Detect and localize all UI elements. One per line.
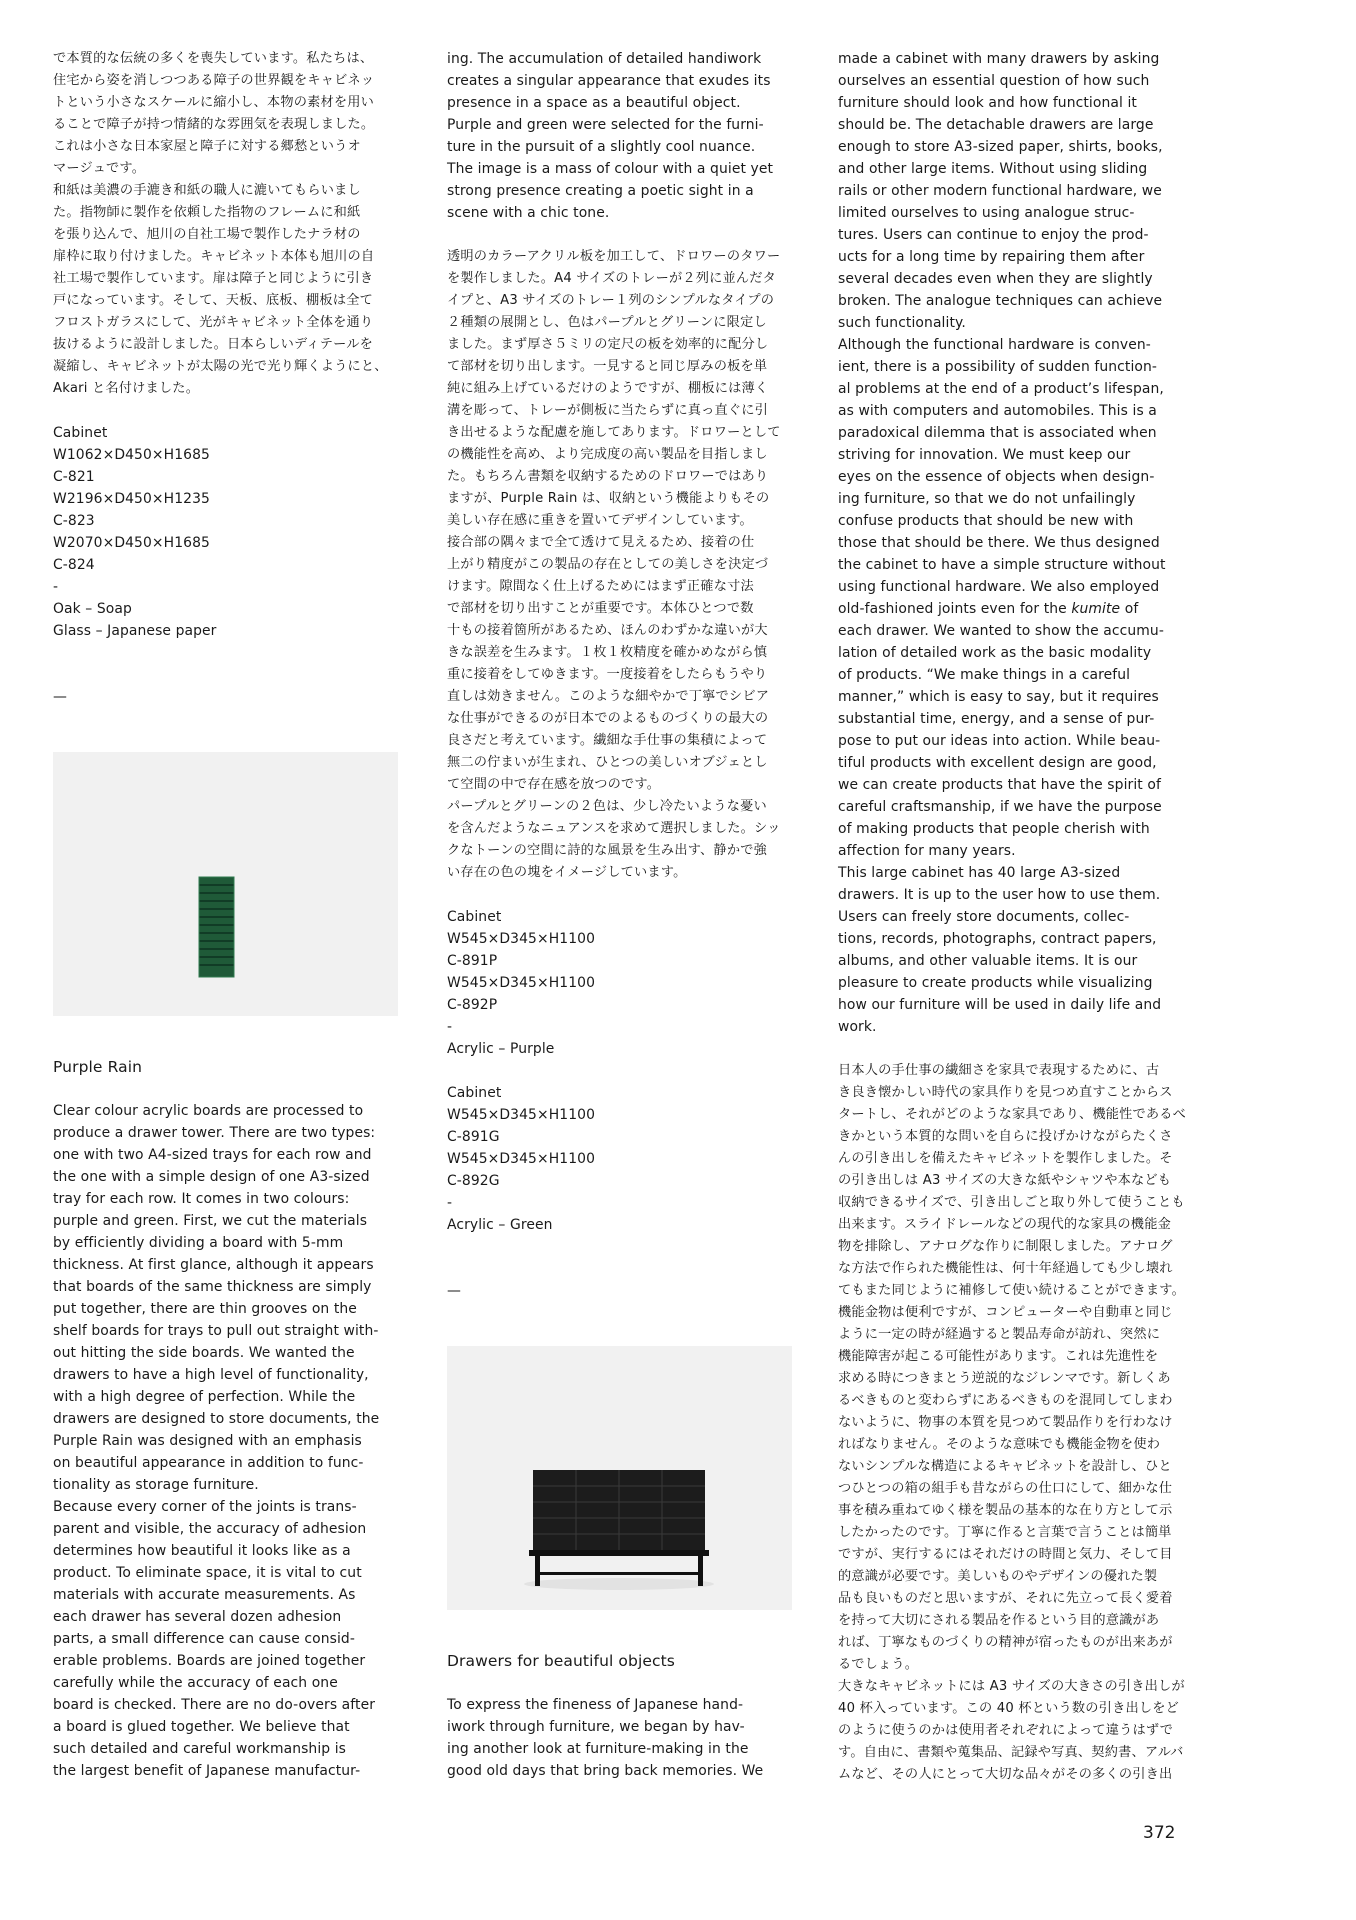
text-line: board is checked. There are no do-overs after [53, 1697, 376, 1713]
text-line: つひとつの箱の組手も昔ながらの仕口にして、細かな仕 [838, 1481, 1173, 1496]
text-line: Purple and green were selected for the furni- [447, 117, 764, 133]
text-line: parent and visible, the accuracy of adhesion [53, 1521, 367, 1537]
text-line: 40 杯入っています。この 40 杯という数の引き出しをど [838, 1701, 1180, 1716]
text-line: strong presence creating a poetic sight in a [447, 183, 754, 199]
text-line: て部材を切り出します。一見すると同じ厚みの板を単 [447, 359, 768, 374]
spec-line: Cabinet [53, 425, 108, 441]
text-line: carefully while the accuracy of each one [53, 1675, 338, 1691]
text-line: Akari と名付けました。 [53, 381, 200, 396]
spec-line: - [447, 1019, 453, 1035]
spec-line: - [447, 1195, 453, 1211]
text-line: affection for many years. [838, 843, 1016, 859]
text-line: those that should be there. We thus designed [838, 535, 1160, 551]
text-line: put together, there are thin grooves on the [53, 1301, 357, 1317]
drawers-body [447, 1694, 792, 1782]
spec-line: W545×D345×H1100 [447, 1107, 596, 1123]
text-line: ourselves an essential question of how such [838, 73, 1150, 89]
text-line: rails or other modern functional hardware, we [838, 183, 1162, 199]
text-line: produce a drawer tower. There are two types: [53, 1125, 376, 1141]
text-line: を含んだようなニュアンスを求めて選択しました。シッ [447, 821, 781, 836]
text-line: るべきものと変わらずにあるべきものを混同してしまわ [838, 1393, 1173, 1408]
section-divider: — [447, 1283, 461, 1299]
purple-rain-specs-purple [447, 906, 792, 1060]
text-line: the largest benefit of Japanese manufactur- [53, 1763, 361, 1779]
text-line: けます。隙間なく仕上げるためにはまず正確な寸法 [447, 579, 754, 594]
text-line: で本質的な伝統の多くを喪失しています。私たちは、 [53, 51, 374, 66]
text-line: one with two A4-sized trays for each row and [53, 1147, 372, 1163]
text-line: の引き出しは A3 サイズの大きな紙やシャツや本なども [838, 1173, 1172, 1188]
text-line: ing furniture, so that we do not unfailingly [838, 491, 1136, 507]
text-line: フロストガラスにして、光がキャビネット全体を通り [53, 315, 374, 330]
text-line: 事を積み重ねてゆく様を製品の基本的な在り方として示 [838, 1503, 1173, 1518]
spec-line: Acrylic – Green [447, 1217, 553, 1233]
section-divider: — [53, 689, 67, 705]
text-line: materials with accurate measurements. As [53, 1587, 356, 1603]
purple-rain-photo [53, 752, 398, 1016]
text-line: ないシンプルな構造によるキャビネットを設計し、ひと [838, 1459, 1172, 1474]
text-line: ればなりません。そのような意味でも機能金物を使わ [838, 1437, 1161, 1452]
text-line: 透明のカラーアクリル板を加工して、ドロワーのタワー [447, 249, 781, 264]
text-line: 機能障害が起こる可能性があります。これは先進性を [838, 1349, 1159, 1364]
purple-rain-body [53, 1100, 398, 1782]
text-line: を持って大切にされる製品を作るという目的意識があ [838, 1613, 1160, 1628]
kumite-term: kumite [1071, 601, 1121, 617]
text-line: product. To eliminate space, it is vital to cut [53, 1565, 362, 1581]
text-line: きかという本質的な問いを自らに投げかけながらたくさ [838, 1129, 1173, 1144]
text-line: 重に接着をしてゆきます。一度接着をしたらもうやり [447, 667, 768, 682]
text-line: using functional hardware. We also employed [838, 579, 1160, 595]
text-line: ることで障子が持つ情緒的な雰囲気を表現しました。 [53, 117, 375, 132]
text-line: drawers. It is up to the user how to use them. [838, 887, 1161, 903]
text-line: manner,” which is easy to say, but it requires [838, 689, 1159, 705]
purple-rain-title: Purple Rain [53, 1058, 143, 1076]
text-line: す。自由に、書類や蒐集品、記録や写真、契約書、アルバ [838, 1745, 1184, 1760]
text-line: Users can freely store documents, collec- [838, 909, 1130, 925]
text-line: のように使うのかは使用者それぞれによって違うはずで [838, 1723, 1174, 1738]
text-line: each drawer. We wanted to show the accumu- [838, 623, 1164, 639]
spec-line: Oak – Soap [53, 601, 132, 617]
text-line: on beautiful appearance in addition to func- [53, 1455, 364, 1471]
page-number: 372 [1143, 1823, 1176, 1843]
text-line: out hitting the side boards. We wanted the [53, 1345, 355, 1361]
text-line: confuse products that should be new with [838, 513, 1134, 529]
text-line: るでしょう。 [838, 1657, 919, 1672]
drawers-body-hardware [838, 334, 1188, 598]
text-line: paradoxical dilemma that is associated when [838, 425, 1157, 441]
akari-specs [53, 422, 398, 642]
purple-rain-specs-green [447, 1082, 792, 1236]
column-3 [838, 48, 1188, 1786]
text-line: 直しは効きません。このような細やかで丁寧でシビア [447, 689, 770, 704]
text-line: い存在の色の塊をイメージしています。 [447, 865, 687, 880]
text-line: 大きなキャビネットには A3 サイズの大きさの引き出しが [838, 1679, 1185, 1694]
text-line: したかったのです。丁寧に作ると言葉で言うことは簡単 [838, 1525, 1172, 1540]
text-line: 扉枠に取り付けました。キャビネット本体も旭川の自 [53, 249, 375, 264]
text-line: pleasure to create products while visualizing [838, 975, 1153, 991]
text-line: and other large items. Without using sliding [838, 161, 1148, 177]
text-line: enough to store A3-sized paper, shirts, books, [838, 139, 1163, 155]
text-line: striving for innovation. We must keep our [838, 447, 1131, 463]
text-line: albums, and other valuable items. It is our [838, 953, 1138, 969]
text-line: 無二の佇まいが生まれ、ひとつの美しいオブジェとし [447, 755, 768, 770]
text-line: を張り込んで、旭川の自社工場で製作したナラ材の [53, 227, 361, 242]
text-line: きな誤差を生みます。１枚１枚精度を確かめながら慎 [447, 645, 768, 660]
text-line: as with computers and automobiles. This is a [838, 403, 1157, 419]
text-line: eyes on the essence of objects when design- [838, 469, 1155, 485]
text-line: ing another look at furniture-making in the [447, 1741, 749, 1757]
text-line: ucts for a long time by repairing them after [838, 249, 1145, 265]
text-line: 住宅から姿を消しつつある障子の世界観をキャビネッ [53, 73, 375, 88]
text-line: な仕事ができるのが日本でのよるものづくりの最大の [447, 711, 769, 726]
text-line: の機能性を高め、より完成度の高い製品を目指しまし [447, 447, 768, 462]
text-line: of products. “We make things in a careful [838, 667, 1131, 683]
text-line: 出来ます。スライドレールなどの現代的な家具の機能金 [838, 1217, 1171, 1232]
text-line: ないように、物事の本質を見つめて製品作りを行わなけ [838, 1415, 1173, 1430]
black-cabinet-image [447, 1346, 792, 1610]
text-line: マージュです。 [53, 161, 146, 176]
drawers-japanese-text [838, 1060, 1188, 1786]
text-line: 収納できるサイズで、引き出しごと取り外して使うことも [838, 1195, 1185, 1210]
text-line: a board is glued together. We believe that [53, 1719, 350, 1735]
text-line: tions, records, photographs, contract papers, [838, 931, 1157, 947]
text-line: Because every corner of the joints is trans- [53, 1499, 357, 1515]
text-line: 機能金物は便利ですが、コンピューターや自動車と同じ [838, 1305, 1173, 1320]
drawers-body-closing [838, 620, 1188, 1038]
spec-line: C-892P [447, 997, 498, 1013]
text-line: 的意識が必要です。美しいものやデザインの優れた製 [838, 1569, 1158, 1584]
text-line: careful craftsmanship, if we have the purpose [838, 799, 1162, 815]
text-line: such functionality. [838, 315, 966, 331]
column-1 [53, 48, 398, 1782]
text-line: 日本人の手仕事の繊細さを家具で表現するために、古 [838, 1063, 1160, 1078]
text-line: んの引き出しを備えたキャビネットを製作しました。そ [838, 1151, 1173, 1166]
text-line: broken. The analogue techniques can achieve [838, 293, 1163, 309]
spec-line: Cabinet [447, 1085, 502, 1101]
text-line: 戸になっています。そして、天板、底板、棚板は全て [53, 293, 373, 308]
text-line: Although the functional hardware is conven- [838, 337, 1151, 353]
text-line: タートし、それがどのような家具であり、機能性であるべ [838, 1107, 1187, 1122]
akari-japanese-text [53, 48, 398, 400]
spec-line: W545×D345×H1100 [447, 975, 596, 991]
spec-line: Acrylic – Purple [447, 1041, 555, 1057]
text-line: ２種類の展開とし、色はパープルとグリーンに限定し [447, 315, 767, 330]
text-line: き良き懐かしい時代の家具作りを見つめ直すことからス [838, 1085, 1173, 1100]
text-line: purple and green. First, we cut the materials [53, 1213, 368, 1229]
text-line: 抜けるように設計しました。日本らしいディテールを [53, 337, 373, 352]
text-line: tures. Users can continue to enjoy the prod- [838, 227, 1149, 243]
text-line: tiful products with excellent design are good, [838, 755, 1157, 771]
text-line: several decades even when they are slightly [838, 271, 1153, 287]
text-line: 和紙は美濃の手漉き和紙の職人に漉いてもらいまし [53, 183, 361, 198]
spec-line: C-821 [53, 469, 95, 485]
text-line: Clear colour acrylic boards are processed to [53, 1103, 364, 1119]
text-line: pose to put our ideas into action. While beau- [838, 733, 1161, 749]
text-line: made a cabinet with many drawers by asking [838, 51, 1160, 67]
spec-line: - [53, 579, 59, 595]
text-line: ですが、実行するにはそれだけの時間と気力、そして目 [838, 1547, 1173, 1562]
spec-line: W2196×D450×H1235 [53, 491, 210, 507]
text-line: ient, there is a possibility of sudden function- [838, 359, 1158, 375]
text-line: To express the fineness of Japanese hand- [447, 1697, 744, 1713]
text-line: 美しい存在感に重きを置いてデザインしています。 [447, 513, 753, 528]
drawers-body-continued [838, 48, 1188, 334]
kumite-line: old-fashioned joints even for the kumite of [838, 601, 1139, 617]
text-line: ture in the pursuit of a slightly cool nuance. [447, 139, 756, 155]
spec-line: C-824 [53, 557, 95, 573]
text-line: な方法で作られた機能性は、何十年経過しても少し壊れ [838, 1261, 1173, 1276]
text-line: the cabinet to have a simple structure without [838, 557, 1166, 573]
text-line: al problems at the end of a product’s lifespan, [838, 381, 1164, 397]
drawers-photo [447, 1346, 792, 1610]
text-line: presence in a space as a beautiful object. [447, 95, 741, 111]
text-line: such detailed and careful workmanship is [53, 1741, 347, 1757]
text-line: で部材を切り出すことが重要です。本体ひとつで数 [447, 601, 754, 616]
purple-rain-body-continued [447, 48, 792, 224]
text-line: by efficiently dividing a board with 5-mm [53, 1235, 344, 1251]
text-line: ムなど、その人にとって大切な品々がその多くの引き出 [838, 1767, 1173, 1782]
text-line: 上がり精度がこの製品の存在としての美しさを決定づ [447, 557, 769, 572]
text-line: how our furniture will be used in daily life and [838, 997, 1162, 1013]
text-line: limited ourselves to using analogue struc- [838, 205, 1135, 221]
text-line: た。もちろん書類を収納するためのドロワーではあり [447, 469, 769, 484]
text-line: 求める時につきまとう逆説的なジレンマです。新しくあ [838, 1371, 1171, 1386]
text-line: erable problems. Boards are joined together [53, 1653, 366, 1669]
text-line: て空間の中で存在感を放つのです。 [447, 777, 661, 792]
text-line: drawers are designed to store documents, the [53, 1411, 380, 1427]
text-line: we can create products that have the spirit of [838, 777, 1161, 793]
text-line: 十もの接着箇所があるため、ほんのわずかな違いが大 [447, 623, 768, 638]
text-line: パープルとグリーンの２色は、少し冷たいような憂い [447, 799, 767, 814]
spec-line: C-891P [447, 953, 498, 969]
text-line: furniture should look and how functional it [838, 95, 1137, 111]
text-line: ますが、Purple Rain は、収納という機能よりもその [447, 491, 770, 506]
text-line: with a high degree of perfection. While the [53, 1389, 356, 1405]
spec-line: C-892G [447, 1173, 500, 1189]
text-line: should be. The detachable drawers are large [838, 117, 1154, 133]
text-line: 純に組み上げているだけのようですが、棚板には薄く [447, 381, 769, 396]
text-line: that boards of the same thickness are simply [53, 1279, 372, 1295]
spec-line: Cabinet [447, 909, 502, 925]
spec-line: C-823 [53, 513, 95, 529]
text-line: ました。まず厚さ５ミリの定尺の板を効率的に配分し [447, 337, 769, 352]
text-line: shelf boards for trays to pull out straight with- [53, 1323, 379, 1339]
text-line: work. [838, 1019, 877, 1035]
text-line: ing. The accumulation of detailed handiwork [447, 51, 762, 67]
text-line: The image is a mass of colour with a quiet yet [447, 161, 774, 177]
text-line: 物を排除し、アナログな作りに制限しました。アナログ [838, 1239, 1173, 1254]
text-line: た。指物師に製作を依頼した指物のフレームに和紙 [53, 205, 361, 220]
text-line: the one with a simple design of one A3-sized [53, 1169, 370, 1185]
spec-line: W545×D345×H1100 [447, 1151, 596, 1167]
text-line: 良さだと考えています。繊細な手仕事の集積によって [447, 733, 768, 748]
purple-rain-japanese-text [447, 246, 792, 884]
spec-line: W2070×D450×H1685 [53, 535, 210, 551]
spec-line: C-891G [447, 1129, 500, 1145]
text-line: lation of detailed work as the basic modality [838, 645, 1152, 661]
text-line: creates a singular appearance that exudes its [447, 73, 771, 89]
text-line: ように一定の時が経過すると製品寿命が訪れ、突然に [838, 1327, 1161, 1342]
text-line: 溝を彫って、トレーが側板に当たらずに真っ直ぐに引 [447, 403, 769, 418]
text-line: scene with a chic tone. [447, 205, 610, 221]
spec-line: W545×D345×H1100 [447, 931, 596, 947]
text-line: parts, a small difference can cause consid- [53, 1631, 355, 1647]
spec-line: W1062×D450×H1685 [53, 447, 210, 463]
text-line: 凝縮し、キャビネットが太陽の光で光り輝くようにと、 [53, 359, 388, 374]
text-line: き出せるような配慮を施してあります。ドロワーとして [447, 425, 781, 440]
text-line: これは小さな日本家屋と障子に対する郷愁というオ [53, 139, 361, 154]
text-line: てもまた同じように補修して使い続けることができます。 [838, 1283, 1186, 1298]
text-line: This large cabinet has 40 large A3-sized [838, 865, 1121, 881]
text-line: good old days that bring back memories. We [447, 1763, 764, 1779]
text-line: tray for each row. It comes in two colours: [53, 1191, 350, 1207]
text-line: each drawer has several dozen adhesion [53, 1609, 342, 1625]
text-line: tionality as storage furniture. [53, 1477, 259, 1493]
text-line: トという小さなスケールに縮小し、本物の素材を用い [53, 95, 375, 110]
text-line: れば、丁寧なものづくりの精神が宿ったものが出来あが [838, 1635, 1173, 1650]
drawers-title: Drawers for beautiful objects [447, 1652, 675, 1670]
text-line: of making products that people cherish with [838, 821, 1150, 837]
text-line: determines how beautiful it looks like as a [53, 1543, 351, 1559]
text-line: イプと、A3 サイズのトレー１列のシンプルなタイプの [447, 293, 775, 308]
spec-line: Glass – Japanese paper [53, 623, 217, 639]
text-line: iwork through furniture, we began by hav- [447, 1719, 745, 1735]
green-drawer-tower-image [53, 752, 398, 1016]
text-line: substantial time, energy, and a sense of pur- [838, 711, 1155, 727]
column-2 [447, 48, 792, 1782]
text-line: クなトーンの空間に詩的な風景を生み出す、静かで強 [447, 843, 767, 858]
text-line: Purple Rain was designed with an emphasis [53, 1433, 362, 1449]
text-line: drawers to have a high level of functionality, [53, 1367, 369, 1383]
text-line: thickness. At first glance, although it appears [53, 1257, 374, 1273]
text-line: 接合部の隅々まで全て透けて見えるため、接着の仕 [447, 535, 755, 550]
text-line: を製作しました。A4 サイズのトレーが２列に並んだタ [447, 271, 777, 286]
text-line: 社工場で製作しています。扉は障子と同じように引き [53, 271, 374, 286]
text-line: 品も良いものだと思いますが、それに先立って長く愛着 [838, 1591, 1173, 1606]
